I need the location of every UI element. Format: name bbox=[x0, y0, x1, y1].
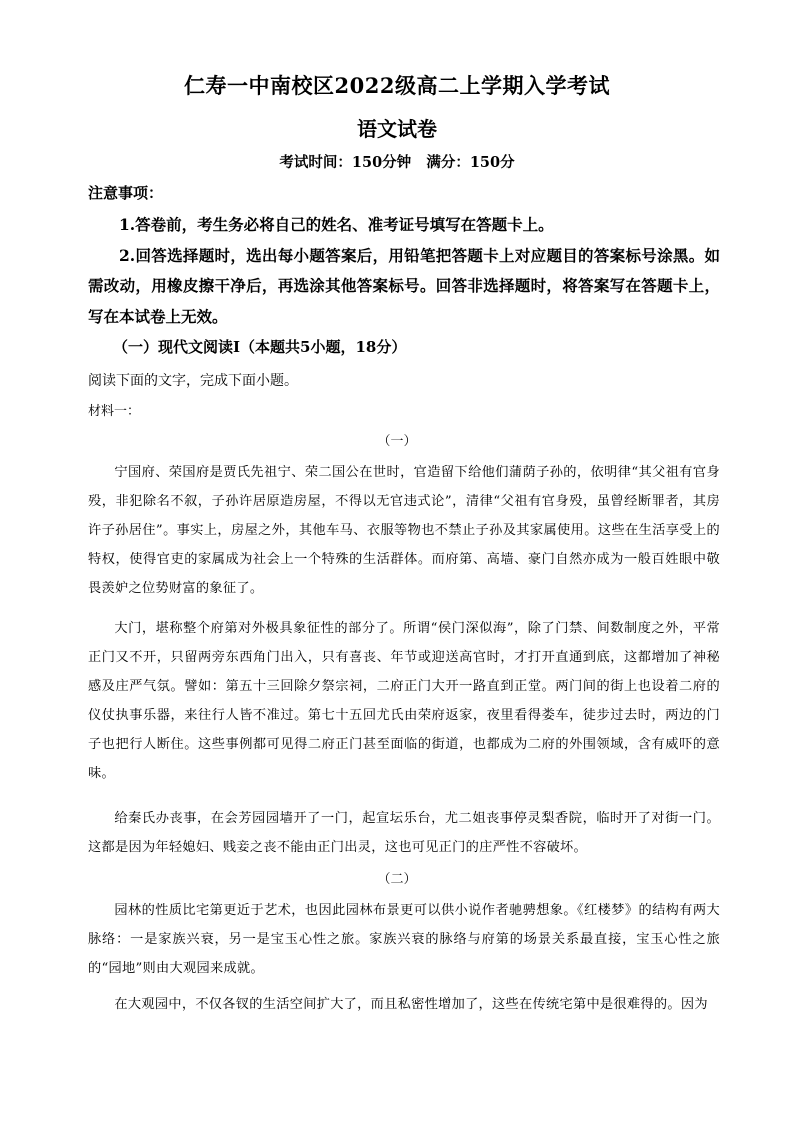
exam-title: 仁寿一中南校区2022级高二上学期入学考试 bbox=[184, 73, 610, 98]
part-heading: （一） bbox=[377, 434, 417, 449]
exam-time-score: 考试时间：150分钟 满分：150分 bbox=[279, 154, 515, 171]
body-paragraph: 给秦氏办丧事，在会芳园园墙开了一门，起宣坛乐台，尤二姐丧事停灵梨香院，临时开了对街一门。这都是因为年轻媳妇、贱妾之丧不能由正门出灵，这也可见正门的庄严性不容破坏。 bbox=[88, 811, 720, 855]
section-heading: （一）现代文阅读Ⅰ（本题共5小题，18分） bbox=[113, 338, 407, 356]
note-item: 1.答卷前，考生务必将自己的姓名、准考证号填写在答题卡上。 bbox=[119, 215, 554, 234]
body-paragraph: 园林的性质比宅第更近于艺术，也因此园林布景更可以供小说作者驰骋想象。《红楼梦》的结构有两大脉络：一是家族兴衰，另一是宝玉心性之旅。家族兴衰的脉络与府第的场景关系最直接，宝玉心性之旅的“园地”则由大观园来成就。 bbox=[88, 903, 720, 976]
body-paragraph: 大门，堪称整个府第对外极具象征性的部分了。所谓“侯门深似海”，除了门禁、间数制度之外，平常正门又不开，只留两旁东西角门出入，只有喜丧、年节或迎送高官时，才打开直通到底，这都增加了神秘感及庄严气氛。譬如：第五十三回除夕祭宗祠，二府正门大开一路直到正堂。两门间的街上也设着二府的仪仗执事乐器，来往行人皆不准过。第七十五回尤氏由荣府返家，夜里看得娄车，徒步过去时，两边的门子也把行人断住。这些事例都可见得二府正门甚至面临的街道，也都成为二府的外围领域，含有威吓的意味。 bbox=[88, 621, 720, 781]
part-heading: （二） bbox=[377, 872, 417, 887]
reading-instruction: 阅读下面的文字，完成下面小题。 bbox=[88, 373, 298, 389]
note-item: 2.回答选择题时，选出每小题答案后，用铅笔把答题卡上对应题目的答案标号涂黑。如需改动，用橡皮擦干净后，再选涂其他答案标号。回答非选择题时，将答案写在答题卡上，写在本试卷上无效。 bbox=[88, 245, 720, 326]
notes-list bbox=[88, 210, 720, 332]
body-paragraph: 在大观园中，不仅各钗的生活空间扩大了，而且私密性增加了，这些在传统宅第中是很难得的。因为 bbox=[114, 997, 708, 1012]
material-label: 材料一： bbox=[88, 404, 141, 419]
exam-subtitle: 语文试卷 bbox=[357, 117, 437, 141]
body-paragraph: 宁国府、荣国府是贾氏先祖宁、荣二国公在世时，官造留下给他们蒲荫子孙的，依明律“其父祖有官身殁，非犯除名不叙，子孙许居原造房屋，不得以无官违式论”，清律“父祖有官身殁，虽曾经断罪者，其房许子孙居住”。事实上，房屋之外，其他车马、衣服等物也不禁止子孙及其家属使用。这些在生活享受上的特权，使得官吏的家属成为社会上一个特殊的生活群体。而府第、高墙、豪门自然亦成为一般百姓眼中敬畏羡妒之位势财富的象征了。 bbox=[88, 465, 720, 596]
notes-heading: 注意事项： bbox=[88, 184, 164, 202]
